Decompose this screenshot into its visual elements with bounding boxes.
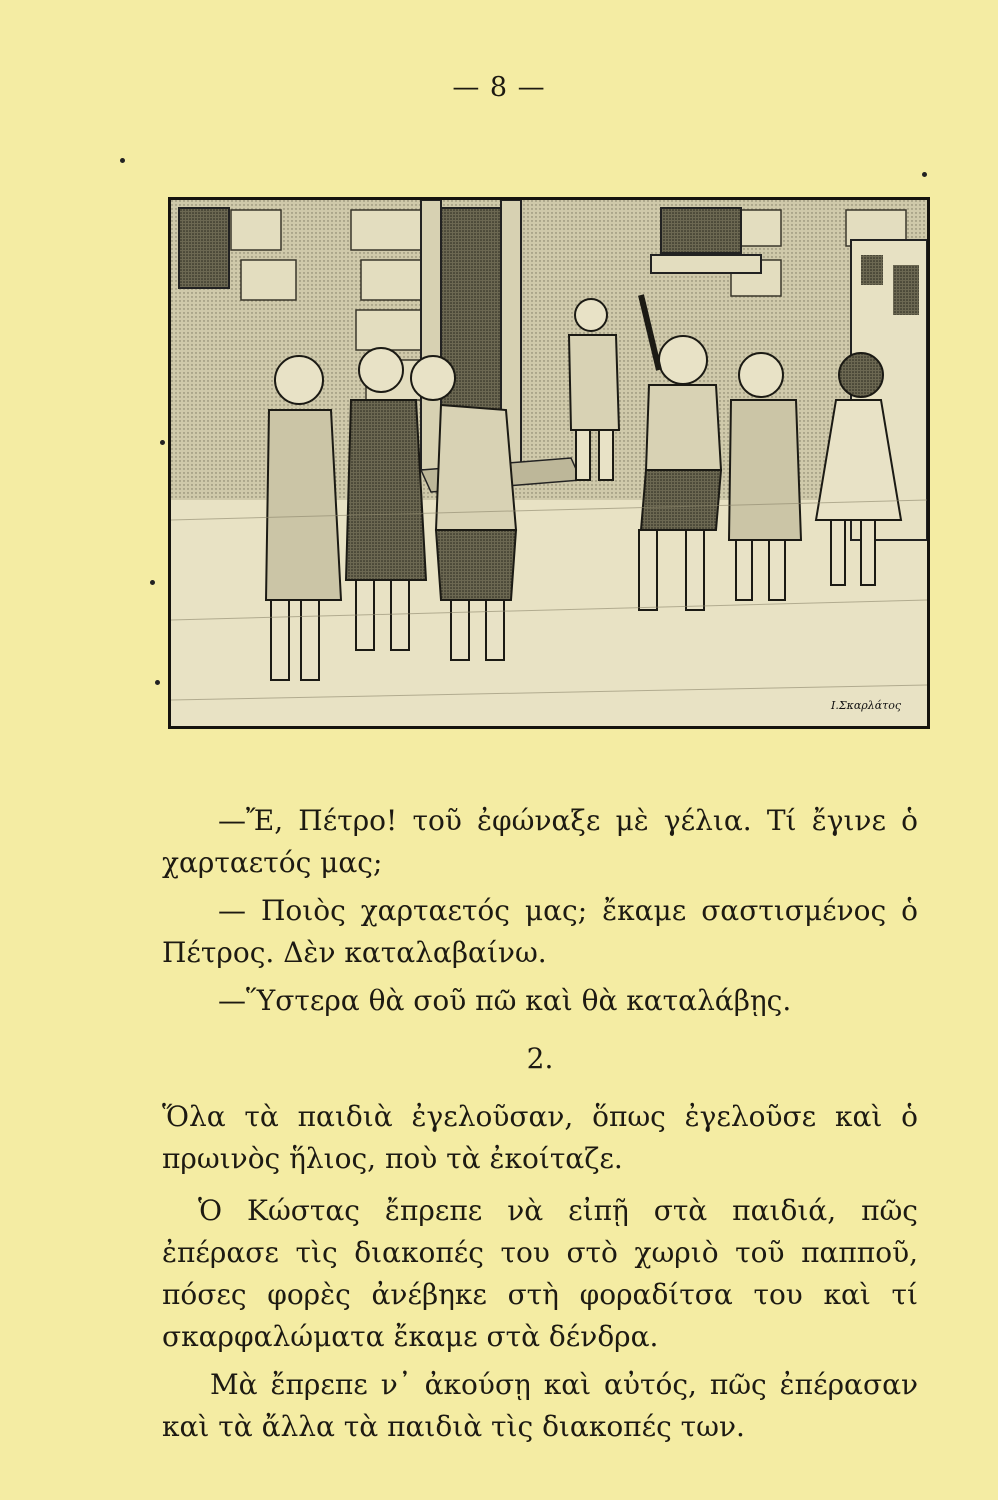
illustration <box>168 197 930 729</box>
print-mark <box>120 158 125 163</box>
dialogue-line: —Ἔ, Πέτρο! τοῦ ἐφώναξε μὲ γέλια. Τί ἔγινε ὁ χαρταετός μας; <box>162 804 918 879</box>
print-mark <box>155 680 160 685</box>
artist-signature: Ι.Σκαρλάτος <box>831 699 901 712</box>
dialogue-line: — Ποιὸς χαρταετός μας; ἔκαμε σαστισμένος ὁ Πέτρος. Δὲν καταλαβαίνω. <box>162 894 918 969</box>
print-mark <box>150 580 155 585</box>
paragraph: Μὰ ἔπρεπε ν᾽ ἀκούσῃ καὶ αὐτός, πῶς ἐπέρασαν καὶ τὰ ἄλλα τὰ παιδιὰ τὶς διακοπές των. <box>162 1368 918 1443</box>
bleed-through-text <box>430 168 438 198</box>
print-mark <box>922 172 927 177</box>
section-block <box>162 1018 918 1448</box>
print-mark <box>160 440 165 445</box>
page-number: — 8 — <box>452 72 546 103</box>
paragraph: Ὁ Κώστας ἔπρεπε νὰ εἰπῇ στὰ παιδιά, πῶς ἐπέρασε τὶς διακοπές του στὸ χωριὸ τοῦ παπποῦ, πόσες φορὲς ἀνέβηκε στὴ φοραδίτσα του καὶ τί σκαρφαλώματα ἔκαμε στὰ δένδρα. <box>162 1194 918 1353</box>
dialogue-block <box>162 800 918 1022</box>
section-number: 2. <box>526 1042 554 1075</box>
dialogue-line: —Ὕστερα θὰ σοῦ πῶ καὶ θὰ καταλάβῃς. <box>218 984 792 1017</box>
paragraph: Ὅλα τὰ παιδιὰ ἐγελοῦσαν, ὅπως ἐγελοῦσε καὶ ὁ πρωινὸς ἥλιος, ποὺ τὰ ἐκοίταζε. <box>162 1100 918 1175</box>
schoolyard-drawing <box>171 200 927 726</box>
